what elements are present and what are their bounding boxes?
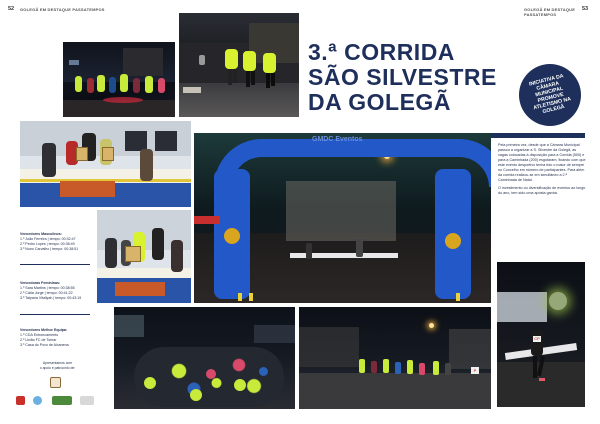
photo-three-runners (179, 13, 299, 117)
section-header-right: GOLEGÃ EM DESTAQUE PASSATEMPOS (524, 7, 576, 17)
arch-logo-left-icon (224, 228, 240, 244)
title-line-1: 3.ª CORRIDA (308, 39, 455, 65)
section-header-left: GOLEGÃ EM DESTAQUE PASSATEMPOS (20, 7, 105, 12)
arch-logo-right-icon (445, 233, 461, 249)
photo-runners-group-night (63, 42, 175, 117)
body-paragraph-2: O investimento ou diversificação de eventos ao longo do ano, tem sido uma aposta ganha. (498, 186, 586, 195)
photo-podium-men (20, 121, 191, 207)
badge-circle (519, 64, 581, 126)
results-male (20, 232, 95, 252)
article-body (498, 143, 586, 199)
photo-finish-arch (194, 133, 491, 303)
article-title (308, 40, 508, 115)
title-line-3: DA GOLEGÃ (308, 89, 451, 115)
results-separator-1 (20, 264, 90, 265)
result-female-2: 2.º Cátia Jorge | tempo: 00:41:22 (20, 291, 73, 295)
result-male-2: 2.º Pedro Lopes | tempo: 00:38:49 (20, 242, 75, 246)
page-number-right: 53 (582, 6, 589, 12)
results-teams-title: Vencedores Melhor Equipa: (20, 328, 68, 332)
title-line-2: SÃO SILVESTRE (308, 64, 497, 90)
runner-bib: CP (534, 336, 540, 341)
results-female (20, 281, 95, 301)
photo-street-runners (299, 307, 491, 409)
result-male-1: 1.º João Ferreira | tempo: 00:32:47 (20, 237, 76, 241)
photo-podium-women (97, 210, 191, 303)
results-male-title: Vencedores Masculinos: (20, 232, 62, 236)
results-separator-2 (20, 314, 90, 315)
sponsor-logo-1-icon (16, 396, 25, 405)
page-number-left: 52 (8, 6, 15, 12)
badge-text: INICIATIVA DA CÂMARA MUNICIPAL PROMOVE ATLETISMO NA GOLEGÃ (528, 73, 572, 116)
result-female-1: 1.º Sara Martins | tempo: 00:38:55 (20, 286, 75, 290)
results-teams (20, 328, 95, 348)
result-team-3: 3.º Casa do Povo de Alcanena (20, 343, 69, 347)
result-female-3: 3.º Tatyana Vitaliyah | tempo: 00:43:19 (20, 296, 82, 300)
body-paragraph-1: Pela primeira vez, desde que a Câmara Municipal passou a organizar a S. Silvestre da Golegã, as vagas colocadas à disposição para a Corrida (500) e para a Caminhada (200) esgotaram, ficando com que este evento desportivo tenha tido o maior de sempre no Concelho em número de participantes. Para além da corrida realizou-se em simultâneo a 2.ª Caminhada de Natal. (498, 143, 586, 182)
photo-runner-finishing (497, 262, 585, 407)
result-team-2: 2.º União FC de Tomar (20, 338, 57, 342)
results-female-title: Vencedoras Femininas: (20, 281, 61, 285)
photo-crowd-start (114, 307, 295, 409)
arch-banner-text: GMDC Eventos (312, 136, 363, 143)
sponsor-line-1: Apresentamos com (42, 361, 73, 365)
street-runner-bib: P (471, 367, 479, 374)
sponsor-logo-4-icon (80, 396, 94, 405)
sponsor-logo-3-icon (52, 396, 72, 405)
municipal-crest-icon (50, 377, 61, 388)
sponsor-logo-2-icon (33, 396, 42, 405)
timer-sign (194, 216, 220, 224)
result-team-1: 1.º CDA Entroncamento (20, 333, 59, 337)
sponsor-note (20, 361, 95, 370)
result-male-3: 3.º Nuno Carvalho | tempo: 00:38:51 (20, 247, 79, 251)
sponsor-line-2: o apoio e patrocínio de: (39, 365, 76, 370)
